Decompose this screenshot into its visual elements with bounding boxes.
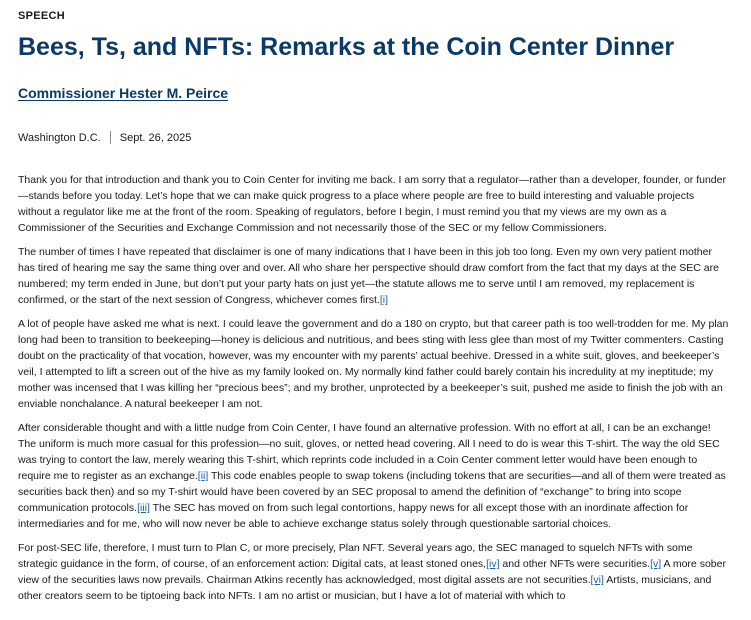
paragraph-text: The SEC has moved on from such legal contortions, happy news for all except those with an inordinate affection for intermediaries and for me, who will now never be able to achieve exchange status solely through questionable sartorial choices. bbox=[18, 502, 689, 530]
paragraph-text: A more sober view of the securities laws now prevails. Chairman Atkins recently has acknowledged, most digital assets are not securities. bbox=[18, 558, 726, 586]
paragraph bbox=[18, 244, 730, 308]
paragraph-text: and other NFTs were securities. bbox=[499, 558, 651, 570]
footnote-link[interactable]: [iv] bbox=[486, 558, 500, 570]
date: Sept. 26, 2025 bbox=[119, 131, 192, 144]
footnote-link[interactable]: [v] bbox=[650, 558, 662, 570]
footnote-link[interactable]: [ii] bbox=[197, 470, 209, 482]
location: Washington D.C. bbox=[18, 131, 101, 144]
paragraph bbox=[18, 420, 730, 532]
footnote-link[interactable]: [i] bbox=[379, 294, 388, 306]
paragraph bbox=[18, 172, 730, 236]
meta-divider bbox=[110, 131, 111, 144]
paragraph bbox=[18, 316, 730, 412]
page-title: Bees, Ts, and NFTs: Remarks at the Coin Center Dinner bbox=[18, 33, 675, 61]
author-link[interactable]: Commissioner Hester M. Peirce bbox=[18, 85, 229, 101]
paragraph-text: This code enables people to swap tokens (including tokens that are securities—and all of them were treated as securities back then) and so my T-shirt would have been covered by an SEC proposal to amend the definition of “exchange” to bring into scope communication protocols. bbox=[18, 470, 726, 514]
footnote-link[interactable]: [vi] bbox=[590, 574, 604, 586]
paragraph bbox=[18, 540, 730, 604]
paragraph-text: For post-SEC life, therefore, I must turn to Plan C, or more precisely, Plan NFT. Several years ago, the SEC managed to squelch NFTs with some strategic guidance in the form, of course, of an enforcement action: Digital cats, at least stoned ones, bbox=[18, 542, 693, 570]
paragraph-text: A lot of people have asked me what is next. I could leave the government and do a 180 on crypto, but that career path is too well-trodden for me. My plan long had been to transition to beekeeping—honey is delicious and nutritious, and bees sting with less glee than most of my Twitter commenters. Casting doubt on the practicality of that vocation, however, was my encounter with my parents’ actual beehive. Dressed in a white suit, gloves, and beekeeper’s veil, I attempted to lift a screen out of the hive as my family looked on. My normally kind father could barely contain his incredulity at my ineptitude; my mother was incensed that I was killing her “precious bees”; and my brother, unprotected by a beekeeper’s suit, pushed me aside to finish the job with an enviable nonchalance. A natural beekeeper I am not. bbox=[18, 318, 729, 410]
paragraph-text: The number of times I have repeated that disclaimer is one of many indications that I have been in this job too long. Even my own very patient mother has tired of hearing me say the same thing over and over. All who share her perspective should draw comfort from the fact that my days at the SEC are numbered; my term ended in June, but don’t put your party hats on just yet—the statute allows me to serve until I am removed, my replacement is confirmed, or the start of the next session of Congress, whichever comes first. bbox=[18, 246, 719, 306]
paragraph-text: After considerable thought and with a little nudge from Coin Center, I have found an alternative profession. With no effort at all, I can be an exchange! The uniform is much more casual for this profession—no suit, gloves, or netted head covering. All I need to do is wear this T-shirt. The way the old SEC was trying to contort the law, merely wearing this T-shirt, which reprints code included in a Coin Center comment letter would have been enough to require me to register as an exchange. bbox=[18, 422, 720, 482]
paragraph-text: Artists, musicians, and other creators seem to be tiptoeing back into NFTs. I am no artist or musician, but I have a lot of material with which to bbox=[18, 574, 712, 602]
speech-body bbox=[18, 172, 730, 612]
speech-meta bbox=[18, 131, 191, 144]
footnote-link[interactable]: [iii] bbox=[137, 502, 150, 514]
paragraph-text: Thank you for that introduction and thank you to Coin Center for inviting me back. I am sorry that a regulator—rather than a developer, founder, or funder—stands before you today. Let’s hope that we can make quick progress to a place where people are free to build interesting and valuable projects without a regulator like me at the front of the room. Speaking of regulators, before I begin, I must remind you that my views are my own as a Commissioner of the Securities and Exchange Commission and not necessarily those of the SEC or my fellow Commissioners. bbox=[18, 174, 726, 234]
content-type-label: SPEECH bbox=[18, 10, 66, 22]
